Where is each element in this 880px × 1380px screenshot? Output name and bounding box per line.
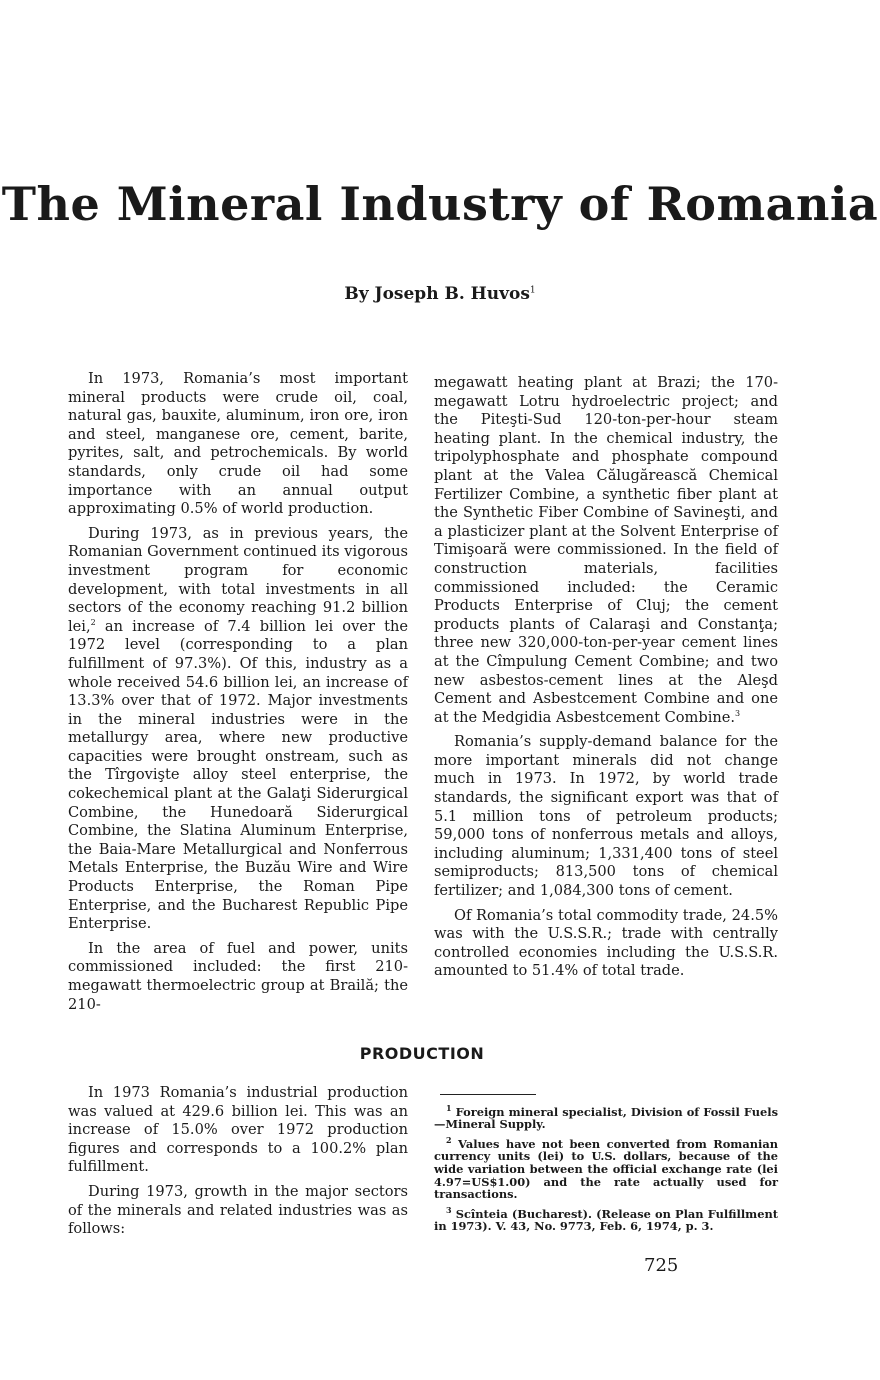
footnote-mark: 2: [446, 1134, 452, 1145]
footnote: [434, 1204, 778, 1233]
section-heading-production: PRODUCTION: [359, 1044, 485, 1063]
footnote: [434, 1102, 778, 1131]
footnotes: [434, 1102, 778, 1236]
footnote-mark: 1: [446, 1103, 452, 1113]
author-byline: [0, 284, 880, 304]
paragraph: [68, 525, 408, 934]
paragraph: Of Romania’s total commodity trade, 24.5% was with the U.S.S.R.; trade with centrally controlled economies including the U.S.S.R. amounted to 51.4% of total trade.: [434, 906, 778, 980]
footnote-mark: 3: [446, 1204, 452, 1215]
paragraph: In the area of fuel and power, units commissioned included: the first 210-megawatt thermoelectric group at Brailă; the 210-: [68, 939, 408, 1013]
footnote: [434, 1134, 778, 1201]
left-column-intro: [68, 370, 408, 1020]
left-column-production: [68, 1084, 408, 1245]
author-name: By Joseph B. Huvos: [344, 284, 530, 304]
author-footnote-mark: 1: [529, 285, 536, 296]
paragraph-text: megawatt heating plant at Brazi; the 170-megawatt Lotru hydroelectric project; and the Piteşti-Sud 120-ton-per-hour steam heating plant. In the chemical industry, the tripolyphosphate and phosphate compound plant at the Valea Călugărească Chemical Fertilizer Combine, a synthetic fiber plant at the Synthetic Fiber Combine of Savineşti, and a plasticizer plant at the Solvent Enterprise of Timişoară were commissioned. In the field of construction materials, facilities commissioned included: the Ceramic Products Enterprise of Cluj; the cement products plants of Calaraşi and Constanţa; three new 320,000-ton-per-year cement lines at the Cîmpulung Cement Combine; and two new asbestos-cement lines at the Aleşd Cement and Asbestcement Combine and one at the Medgidia Asbestcement Combine.: [434, 374, 778, 726]
paragraph: [434, 374, 778, 727]
footnote-divider: [440, 1094, 536, 1095]
page-number: 725: [644, 1255, 679, 1276]
paragraph-text: During 1973, as in previous years, the Romanian Government continued its vigorous investment program for economic development, with total investments in all sectors of the economy reaching 91.2 billion lei,: [68, 524, 408, 635]
footnote-text: Foreign mineral specialist, Division of Fossil Fuels—Mineral Supply.: [434, 1104, 778, 1132]
footnote-text: Values have not been converted from Romanian currency units (lei) to U.S. dollars, because of the wide variation between the official exchange rate (lei 4.97=US$1.00) and the rate actually used for transactions.: [434, 1136, 778, 1202]
page-title: The Mineral Industry of Romania: [1, 177, 879, 231]
footnote-text: Scînteia (Bucharest). (Release on Plan Fulfillment in 1973). V. 43, No. 9773, Feb. 6, 1974, p. 3.: [434, 1206, 778, 1234]
paragraph: Romania’s supply-demand balance for the more important minerals did not change much in 1973. In 1972, by world trade standards, the significant export was that of 5.1 million tons of petroleum products; 59,000 tons of nonferrous metals and alloys, including aluminum; 1,331,400 tons of steel semiproducts; 813,500 tons of chemical fertilizer; and 1,084,300 tons of cement.: [434, 733, 778, 900]
footnote-ref: 3: [735, 708, 741, 718]
paragraph: During 1973, growth in the major sectors of the minerals and related industries was as follows:: [68, 1182, 408, 1238]
right-column-intro: [434, 374, 778, 987]
paragraph: In 1973 Romania’s industrial production was valued at 429.6 billion lei. This was an increase of 15.0% over 1972 production figures and corresponds to a 100.2% plan fulfillment.: [68, 1084, 408, 1176]
footnote-ref: 2: [90, 617, 96, 627]
paragraph: In 1973, Romania’s most important mineral products were crude oil, coal, natural gas, bauxite, aluminum, iron ore, iron and steel, manganese ore, cement, barite, pyrites, salt, and petrochemicals. By world standards, only crude oil had some importance with an annual output approximating 0.5% of world production.: [68, 370, 408, 518]
paragraph-text: an increase of 7.4 billion lei over the 1972 level (corresponding to a plan fulfillment of 97.3%). Of this, industry as a whole received 54.6 billion lei, an increase of 13.3% over that of 1972. Major investments in the mineral industries were in the metallurgy area, where new productive capacities were brought onstream, such as the Tîrgovişte alloy steel enterprise, the cokechemical plant at the Galaţi Siderurgical Combine, the Hunedoară Siderurgical Combine, the Slatina Aluminum Enterprise, the Baia-Mare Metallurgical and Nonferrous Metals Enterprise, the Buzău Wire and Wire Products Enterprise, the Roman Pipe Enterprise, and the Bucharest Republic Pipe Enterprise.: [68, 617, 408, 933]
